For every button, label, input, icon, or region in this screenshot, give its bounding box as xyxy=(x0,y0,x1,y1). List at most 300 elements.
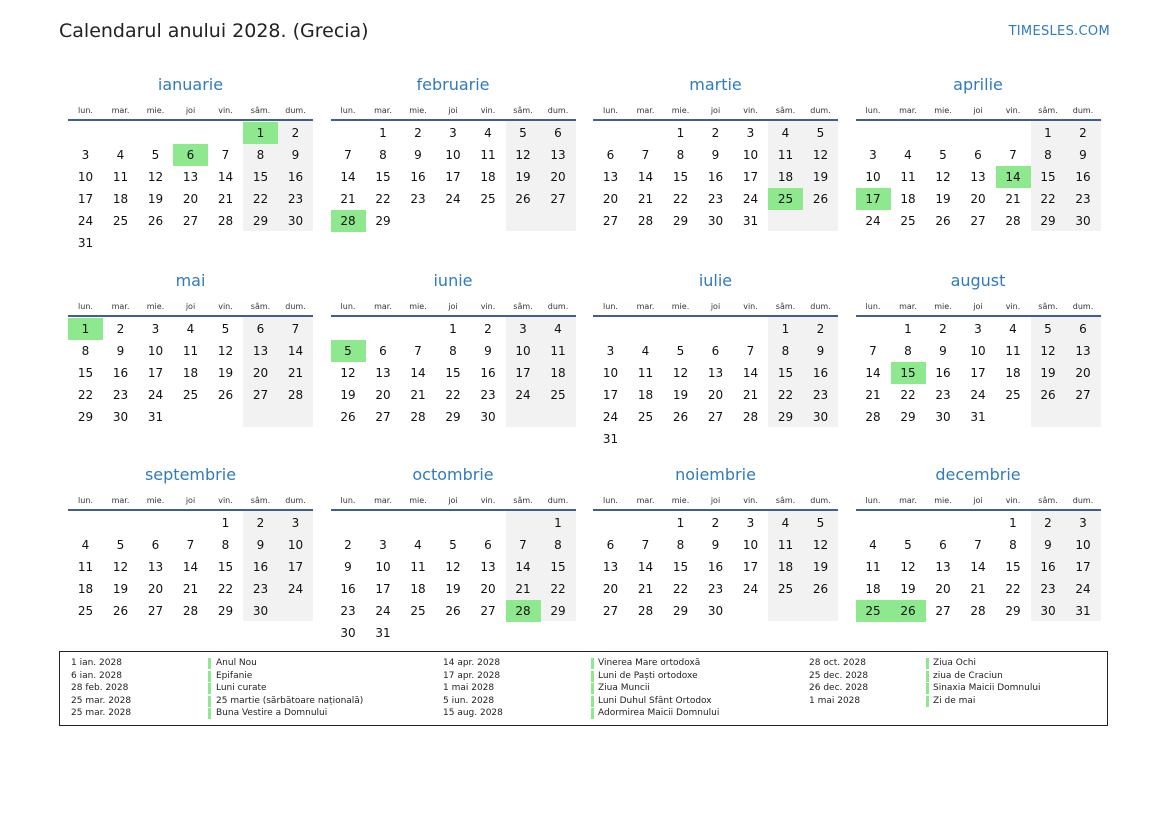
day-cell: 11 xyxy=(777,538,794,552)
day-cell: 21 xyxy=(865,388,881,402)
day-cell: 24 xyxy=(602,410,619,424)
day-cell: 20 xyxy=(375,388,391,402)
day-cell: 8 xyxy=(379,148,387,162)
day-cell: 29 xyxy=(1040,214,1056,228)
day-cell: 3 xyxy=(746,126,755,140)
day-cell: 12 xyxy=(217,344,234,358)
day-cell: 7 xyxy=(974,538,982,552)
day-cell: 24 xyxy=(375,604,391,618)
day-cell: 14 xyxy=(340,170,356,184)
weekday-label: mar. xyxy=(374,302,392,311)
day-cell: 4 xyxy=(781,126,790,140)
day-cell: 9 xyxy=(344,560,352,574)
weekday-label: joi xyxy=(448,106,458,115)
weekday-label: joi xyxy=(448,496,458,505)
day-cell: 3 xyxy=(606,344,615,358)
day-cell: 31 xyxy=(375,626,391,640)
day-cell: 30 xyxy=(935,410,951,424)
day-cell: 4 xyxy=(81,538,90,552)
day-cell: 20 xyxy=(147,582,164,596)
day-cell: 14 xyxy=(742,366,759,380)
weekday-label: mie. xyxy=(671,302,690,311)
weekday-label: vin. xyxy=(743,496,758,505)
day-cell: 31 xyxy=(742,214,759,228)
day-cell: 5 xyxy=(816,126,825,140)
day-cell: 24 xyxy=(970,388,986,402)
month-name: iulie xyxy=(698,271,733,290)
day-cell: 18 xyxy=(77,582,94,596)
day-cell: 20 xyxy=(602,192,619,206)
holiday-marker xyxy=(926,671,929,682)
month-name: octombrie xyxy=(412,465,494,484)
day-cell: 25 xyxy=(550,388,566,402)
day-cell: 1 xyxy=(1009,516,1017,530)
day-cell: 22 xyxy=(77,388,94,402)
weekday-label: vin. xyxy=(743,106,758,115)
day-cell: 16 xyxy=(340,582,356,596)
weekday-label: sâm. xyxy=(775,106,796,115)
day-cell: 3 xyxy=(151,322,160,336)
weekday-label: mar. xyxy=(636,302,655,311)
day-cell: 15 xyxy=(375,170,391,184)
holiday-day-cell: 28 xyxy=(331,210,366,232)
day-cell: 30 xyxy=(287,214,304,228)
day-cell: 2 xyxy=(711,126,720,140)
day-cell: 19 xyxy=(1040,366,1056,380)
day-cell: 19 xyxy=(112,582,129,596)
day-cell: 9 xyxy=(291,148,300,162)
day-cell: 16 xyxy=(410,170,426,184)
day-cell: 16 xyxy=(252,560,269,574)
weekday-label: sâm. xyxy=(513,106,533,115)
day-cell: 30 xyxy=(480,410,496,424)
day-cell: 17 xyxy=(742,170,759,184)
day-cell: 13 xyxy=(935,560,951,574)
weekday-label: dum. xyxy=(547,106,569,115)
day-cell: 7 xyxy=(414,344,422,358)
day-cell: 8 xyxy=(256,148,265,162)
day-cell: 30 xyxy=(812,410,829,424)
weekday-label: lun. xyxy=(78,106,93,115)
weekday-label: dum. xyxy=(285,302,306,311)
day-cell: 30 xyxy=(340,626,356,640)
day-cell: 20 xyxy=(602,582,619,596)
day-cell: 11 xyxy=(637,366,654,380)
day-cell: 19 xyxy=(217,366,234,380)
day-cell: 13 xyxy=(375,366,391,380)
day-cell: 7 xyxy=(344,148,352,162)
day-cell: 8 xyxy=(449,344,457,358)
weekday-label: dum. xyxy=(810,496,831,505)
day-cell: 7 xyxy=(291,322,300,336)
holiday-day-cell: 15 xyxy=(891,362,926,384)
weekday-label: dum. xyxy=(1072,302,1094,311)
day-cell: 10 xyxy=(602,366,619,380)
day-cell: 31 xyxy=(77,236,94,250)
day-cell: 1 xyxy=(379,126,387,140)
day-cell: 29 xyxy=(1005,604,1021,618)
day-cell: 22 xyxy=(550,582,566,596)
day-cell: 12 xyxy=(147,170,164,184)
day-cell: 9 xyxy=(939,344,947,358)
day-cell: 16 xyxy=(480,366,496,380)
day-cell: 22 xyxy=(217,582,234,596)
day-cell: 28 xyxy=(410,410,426,424)
holiday-day-cell: 28 xyxy=(506,600,541,622)
day-cell: 26 xyxy=(217,388,234,402)
holiday-marker xyxy=(926,683,929,694)
day-cell: 4 xyxy=(781,516,790,530)
weekday-header xyxy=(331,104,576,118)
day-cell: 11 xyxy=(112,170,129,184)
day-cell: 9 xyxy=(116,344,125,358)
day-cell: 3 xyxy=(379,538,387,552)
weekday-label: lun. xyxy=(603,496,618,505)
day-cell: 4 xyxy=(1009,322,1017,336)
day-cell: 13 xyxy=(602,170,619,184)
weekday-label: sâm. xyxy=(1038,496,1058,505)
day-cell: 17 xyxy=(742,560,759,574)
holiday-day-cell: 26 xyxy=(891,600,926,622)
holiday-name: Zi de mai xyxy=(933,695,976,706)
day-cell: 23 xyxy=(812,388,829,402)
weekday-label: sâm. xyxy=(513,302,533,311)
day-cell: 26 xyxy=(445,604,461,618)
day-cell: 18 xyxy=(410,582,426,596)
day-cell: 24 xyxy=(865,214,881,228)
weekday-label: sâm. xyxy=(775,302,796,311)
weekday-label: vin. xyxy=(1005,302,1021,311)
day-cell: 4 xyxy=(484,126,492,140)
day-cell: 15 xyxy=(550,560,566,574)
day-cell: 5 xyxy=(676,344,685,358)
day-cell: 12 xyxy=(340,366,356,380)
holiday-marker xyxy=(926,658,929,669)
holiday-day-cell: 25 xyxy=(856,600,891,622)
holiday-date: 14 apr. 2028 xyxy=(443,658,501,668)
day-cell: 12 xyxy=(672,366,689,380)
weekday-label: mie. xyxy=(671,106,690,115)
weekday-label: mar. xyxy=(636,496,655,505)
weekday-label: lun. xyxy=(603,302,618,311)
day-cell: 28 xyxy=(217,214,234,228)
day-cell: 5 xyxy=(449,538,457,552)
day-cell: 8 xyxy=(676,148,685,162)
holiday-row xyxy=(60,657,1107,670)
day-cell: 29 xyxy=(777,410,794,424)
day-cell: 15 xyxy=(1005,560,1021,574)
day-cell: 12 xyxy=(935,170,951,184)
day-cell: 29 xyxy=(900,410,916,424)
day-cell: 4 xyxy=(904,148,912,162)
day-cell: 17 xyxy=(445,170,461,184)
day-cell: 13 xyxy=(550,148,566,162)
holiday-date: 5 iun. 2028 xyxy=(443,695,495,706)
day-cell: 23 xyxy=(707,582,724,596)
day-cell: 5 xyxy=(1044,322,1052,336)
holiday-date: 15 aug. 2028 xyxy=(443,708,503,719)
weekday-label: joi xyxy=(185,106,196,115)
day-cell: 20 xyxy=(480,582,496,596)
day-cell: 26 xyxy=(672,410,689,424)
day-cell: 16 xyxy=(287,170,304,184)
day-cell: 15 xyxy=(252,170,269,184)
holiday-date: 26 dec. 2028 xyxy=(809,683,869,694)
day-cell: 18 xyxy=(865,582,881,596)
weekday-header xyxy=(68,104,313,118)
day-cell: 20 xyxy=(1075,366,1091,380)
weekday-label: joi xyxy=(973,302,983,311)
day-cell: 20 xyxy=(935,582,951,596)
weekday-label: mie. xyxy=(409,106,427,115)
day-cell: 13 xyxy=(602,560,619,574)
day-cell: 20 xyxy=(707,388,724,402)
day-cell: 25 xyxy=(182,388,199,402)
day-cell: 10 xyxy=(970,344,986,358)
day-cell: 24 xyxy=(147,388,164,402)
day-cell: 21 xyxy=(410,388,426,402)
day-cell: 3 xyxy=(449,126,457,140)
holiday-name: Adormirea Maicii Domnului xyxy=(598,708,720,719)
day-cell: 25 xyxy=(410,604,426,618)
weekday-header xyxy=(68,300,313,314)
weekday-header xyxy=(331,300,576,314)
day-cell: 23 xyxy=(410,192,426,206)
month-name: august xyxy=(950,271,1006,290)
weekday-label: mar. xyxy=(111,496,130,505)
page-title: Calendarul anului 2028. (Grecia) xyxy=(59,20,369,42)
day-cell: 1 xyxy=(676,126,685,140)
weekday-label: dum. xyxy=(285,106,306,115)
weekday-label: vin. xyxy=(218,496,233,505)
weekday-header xyxy=(856,104,1101,118)
day-cell: 28 xyxy=(1005,214,1021,228)
day-cell: 12 xyxy=(900,560,916,574)
day-cell: 26 xyxy=(812,192,829,206)
day-cell: 2 xyxy=(344,538,352,552)
holiday-date: 1 mai 2028 xyxy=(809,695,861,706)
day-cell: 14 xyxy=(515,560,531,574)
holiday-day-cell: 5 xyxy=(331,340,366,362)
weekday-label: lun. xyxy=(865,302,881,311)
day-cell: 26 xyxy=(1040,388,1056,402)
day-cell: 5 xyxy=(816,516,825,530)
weekday-label: vin. xyxy=(480,496,496,505)
day-cell: 13 xyxy=(182,170,199,184)
day-cell: 22 xyxy=(1005,582,1021,596)
day-cell: 24 xyxy=(1075,582,1091,596)
weekday-label: sâm. xyxy=(1038,302,1058,311)
day-cell: 29 xyxy=(375,214,391,228)
month-name: noiembrie xyxy=(675,465,756,484)
day-cell: 14 xyxy=(217,170,234,184)
weekday-label: dum. xyxy=(810,302,831,311)
day-cell: 6 xyxy=(151,538,160,552)
holiday-name: Luni curate xyxy=(216,683,267,694)
day-cell: 27 xyxy=(252,388,269,402)
day-cell: 1 xyxy=(449,322,457,336)
day-cell: 19 xyxy=(147,192,164,206)
day-cell: 6 xyxy=(939,538,947,552)
holiday-marker xyxy=(926,696,929,707)
day-cell: 27 xyxy=(375,410,391,424)
day-cell: 11 xyxy=(550,344,566,358)
weekday-label: sâm. xyxy=(513,496,533,505)
day-cell: 17 xyxy=(1075,560,1091,574)
day-cell: 8 xyxy=(221,538,230,552)
holiday-name: ziua de Craciun xyxy=(933,670,1003,681)
weekday-label: lun. xyxy=(78,496,93,505)
day-cell: 19 xyxy=(812,560,829,574)
weekday-label: vin. xyxy=(218,106,233,115)
day-cell: 22 xyxy=(900,388,916,402)
holiday-name: 25 martie (sărbătoare națională) xyxy=(216,695,364,706)
weekday-label: vin. xyxy=(218,302,233,311)
day-cell: 28 xyxy=(865,410,881,424)
day-cell: 22 xyxy=(445,388,461,402)
day-cell: 2 xyxy=(116,322,125,336)
day-cell: 10 xyxy=(865,170,881,184)
day-cell: 17 xyxy=(602,388,619,402)
day-cell: 28 xyxy=(970,604,986,618)
day-cell: 29 xyxy=(252,214,269,228)
weekday-label: sâm. xyxy=(775,496,796,505)
day-cell: 14 xyxy=(970,560,986,574)
day-cell: 15 xyxy=(777,366,794,380)
day-cell: 23 xyxy=(112,388,129,402)
weekday-label: lun. xyxy=(865,106,881,115)
weekday-label: mie. xyxy=(934,496,952,505)
day-cell: 14 xyxy=(410,366,426,380)
day-cell: 5 xyxy=(116,538,125,552)
day-cell: 22 xyxy=(375,192,391,206)
day-cell: 7 xyxy=(641,148,650,162)
day-cell: 29 xyxy=(77,410,94,424)
day-cell: 27 xyxy=(602,214,619,228)
brand-link[interactable]: TIMESLES.COM xyxy=(1008,24,1110,39)
holiday-column xyxy=(60,657,1107,707)
holiday-row xyxy=(60,682,1107,695)
day-cell: 15 xyxy=(672,170,689,184)
holiday-name: Ziua Muncii xyxy=(598,683,650,694)
holiday-name: Buna Vestire a Domnului xyxy=(216,708,328,719)
weekday-label: vin. xyxy=(480,302,496,311)
day-cell: 9 xyxy=(711,538,720,552)
day-cell: 29 xyxy=(217,604,234,618)
day-cell: 19 xyxy=(935,192,951,206)
day-cell: 16 xyxy=(112,366,129,380)
day-cell: 7 xyxy=(1009,148,1017,162)
day-cell: 24 xyxy=(515,388,531,402)
day-cell: 23 xyxy=(707,192,724,206)
day-cell: 3 xyxy=(519,322,527,336)
day-cell: 27 xyxy=(147,604,164,618)
day-cell: 5 xyxy=(939,148,947,162)
day-cell: 23 xyxy=(340,604,356,618)
day-cell: 16 xyxy=(812,366,829,380)
weekday-label: dum. xyxy=(810,106,831,115)
weekday-header xyxy=(856,300,1101,314)
day-cell: 27 xyxy=(550,192,566,206)
day-cell: 13 xyxy=(147,560,164,574)
day-cell: 23 xyxy=(1040,582,1056,596)
day-cell: 9 xyxy=(1044,538,1052,552)
month-name: martie xyxy=(689,75,742,94)
day-cell: 26 xyxy=(147,214,164,228)
day-cell: 26 xyxy=(812,582,829,596)
day-cell: 6 xyxy=(974,148,982,162)
day-cell: 13 xyxy=(480,560,496,574)
day-cell: 10 xyxy=(742,538,759,552)
day-cell: 8 xyxy=(781,344,790,358)
month-name: februarie xyxy=(416,75,490,94)
day-cell: 22 xyxy=(1040,192,1056,206)
day-cell: 27 xyxy=(707,410,724,424)
weekday-label: mie. xyxy=(146,302,165,311)
month-name: mai xyxy=(175,271,206,290)
weekday-label: joi xyxy=(185,302,196,311)
day-cell: 29 xyxy=(672,604,689,618)
day-cell: 12 xyxy=(812,538,829,552)
day-cell: 4 xyxy=(641,344,650,358)
day-cell: 14 xyxy=(182,560,199,574)
day-cell: 19 xyxy=(672,388,689,402)
day-cell: 18 xyxy=(777,170,794,184)
holiday-day-cell: 25 xyxy=(768,188,803,210)
day-cell: 23 xyxy=(480,388,496,402)
weekday-label: lun. xyxy=(340,106,356,115)
day-cell: 17 xyxy=(515,366,531,380)
day-cell: 12 xyxy=(445,560,461,574)
day-cell: 2 xyxy=(414,126,422,140)
weekday-label: mar. xyxy=(899,302,917,311)
weekday-label: lun. xyxy=(340,302,356,311)
day-cell: 19 xyxy=(515,170,531,184)
day-cell: 27 xyxy=(602,604,619,618)
day-cell: 5 xyxy=(151,148,160,162)
day-cell: 30 xyxy=(252,604,269,618)
day-cell: 24 xyxy=(77,214,94,228)
holiday-date: 17 apr. 2028 xyxy=(443,670,501,681)
holiday-name: Ziua Ochi xyxy=(933,658,976,668)
day-cell: 21 xyxy=(637,192,654,206)
weekday-label: mie. xyxy=(934,106,952,115)
day-cell: 9 xyxy=(1079,148,1087,162)
day-cell: 13 xyxy=(252,344,269,358)
day-cell: 26 xyxy=(515,192,531,206)
day-cell: 4 xyxy=(869,538,877,552)
day-cell: 29 xyxy=(445,410,461,424)
weekday-label: mie. xyxy=(146,106,165,115)
day-cell: 10 xyxy=(445,148,461,162)
holiday-row xyxy=(60,670,1107,683)
day-cell: 26 xyxy=(935,214,951,228)
day-cell: 30 xyxy=(112,410,129,424)
day-cell: 18 xyxy=(1005,366,1021,380)
weekday-label: sâm. xyxy=(250,496,271,505)
day-cell: 8 xyxy=(676,538,685,552)
day-cell: 31 xyxy=(1075,604,1091,618)
day-cell: 21 xyxy=(1005,192,1021,206)
weekday-label: mar. xyxy=(111,106,130,115)
day-cell: 14 xyxy=(287,344,304,358)
day-cell: 6 xyxy=(554,126,562,140)
month-name: ianuarie xyxy=(157,75,224,94)
day-cell: 22 xyxy=(672,582,689,596)
holiday-day-cell: 6 xyxy=(173,144,208,166)
day-cell: 11 xyxy=(182,344,199,358)
day-cell: 7 xyxy=(519,538,527,552)
